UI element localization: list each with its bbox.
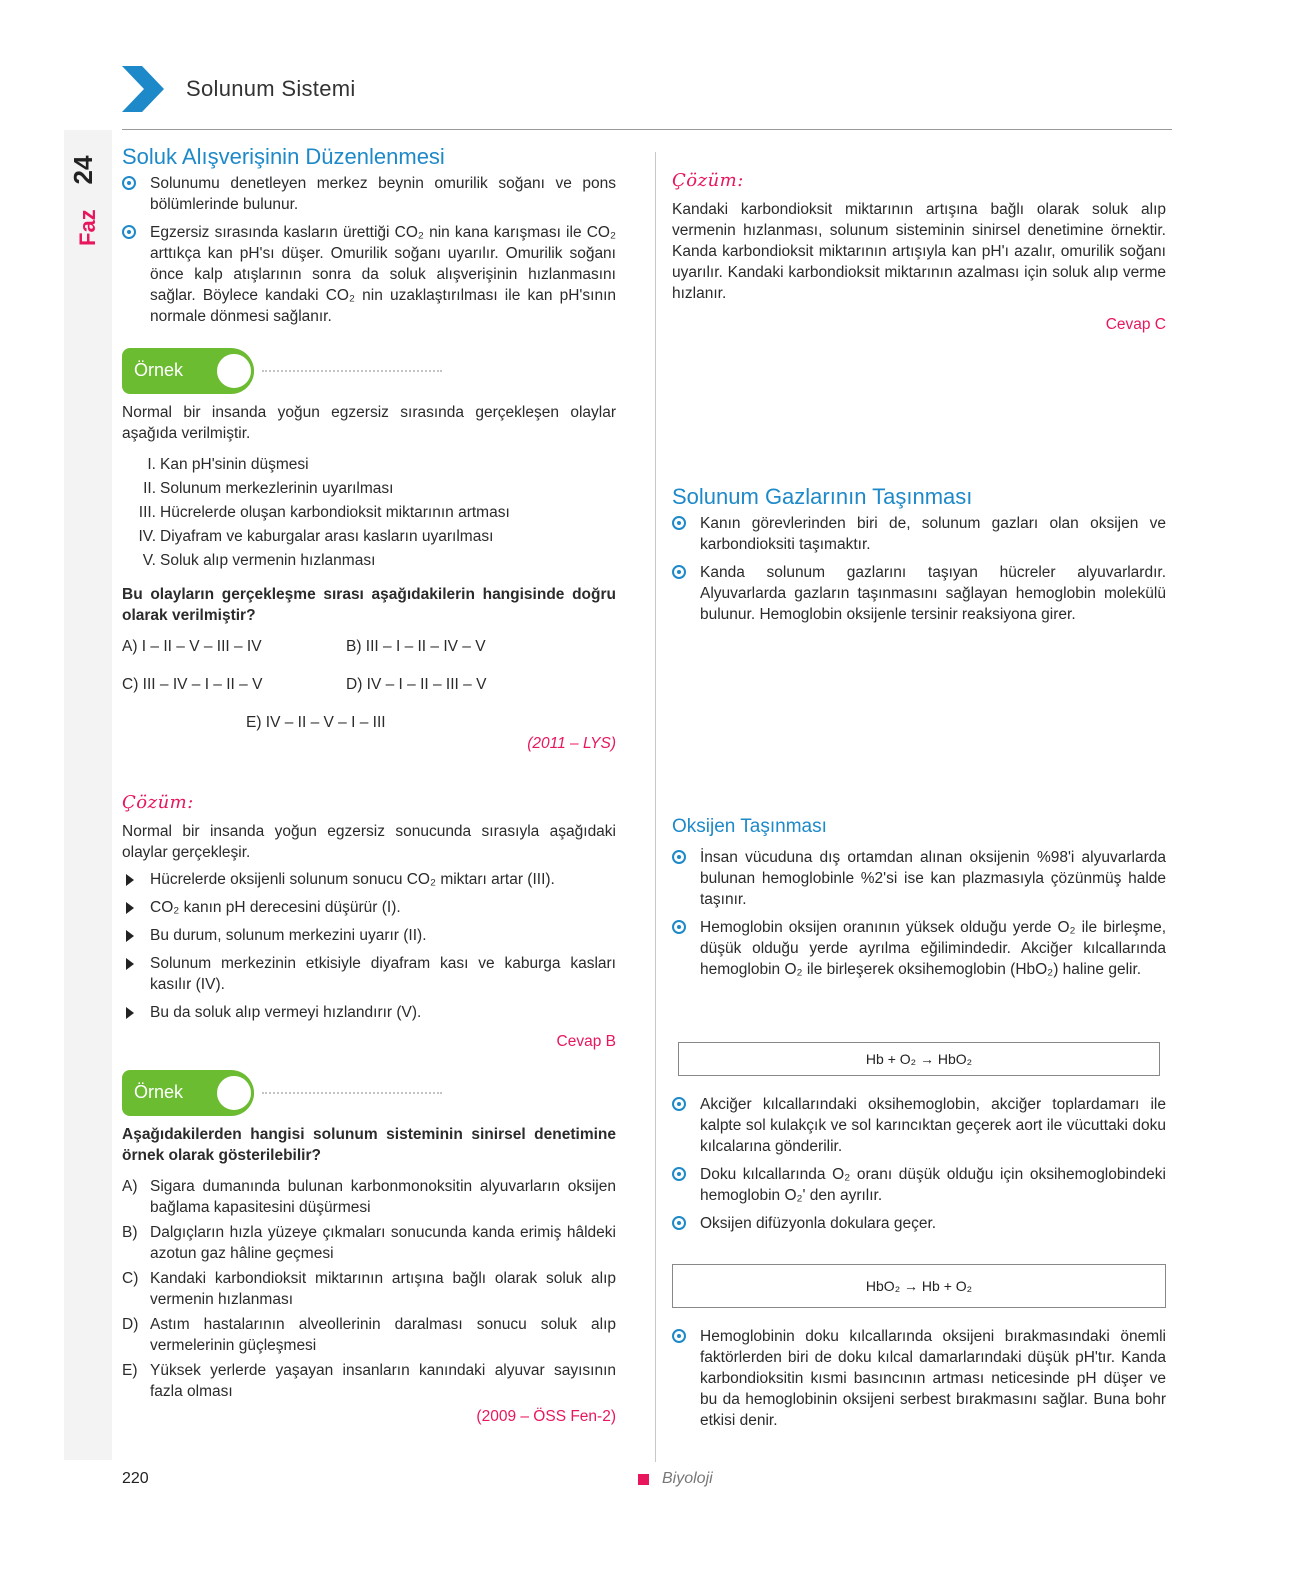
side-band [64, 130, 112, 1460]
solution-text: Kandaki karbondioksit miktarının artışına bağlı olarak soluk alıp vermenin hızlanması, solunum sisteminin sinirsel denetimine örnektir. Kanda karbondioksit miktarının artışıyla kan pH'ı azalır, omurilik soğanı uyarılır. Kandaki karbondioksit miktarının azalması için soluk alıp verme hızlanır. [672, 201, 1166, 302]
page-tag [70, 150, 106, 260]
list-item: II. Solunum merkezlerinin uyarılması [143, 480, 394, 497]
bullet-icon [122, 225, 136, 239]
question-source: (2009 – ÖSS Fen-2) [476, 1408, 616, 1425]
triangle-bullet-icon [126, 902, 134, 914]
bullet-item: Akciğer kılcallarındaki oksihemoglobin, akciğer toplardamarı ile kalpte sol kulakçık ve sol karıncıktan geçerek aort ile vücuttaki doku kılcalarına gönderilir. [672, 1094, 1166, 1157]
answer-label: Cevap B [556, 1033, 616, 1050]
bullet-item: Egzersiz sırasında kasların ürettiği CO₂ nin kana karışması ile CO₂ arttıkça kan pH'sı düşer. Omurilik soğanı uyarılır. Omurilik soğanı önce kalp atışlarının sonra da soluk alışverişinin hızlanmasını sağlar. Böylece kandaki CO₂ nin uzaklaştırılması ile kan pH'sının normale dönmesi sağlanır. [122, 222, 616, 327]
list-item: V. Soluk alıp vermenin hızlanması [142, 552, 376, 569]
solution-label: Çözüm: [122, 792, 194, 813]
list-item: III. Hücrelerde oluşan karbondioksit miktarının artması [138, 504, 510, 521]
triangle-bullet-icon [126, 1007, 134, 1019]
solution-step: Hücrelerde oksijenli solunum sonucu CO₂ miktarı artar (III). [122, 869, 616, 890]
oxygen-release-section [672, 1094, 1166, 1241]
question-text: Aşağıdakilerden hangisi solunum sisteminin sinirsel denetimine örnek olarak gösterilebilir? [122, 1126, 616, 1164]
triangle-bullet-icon [126, 874, 134, 886]
chevron-right-icon [122, 66, 164, 112]
solution-step: Bu durum, solunum merkezini uyarır (II). [122, 925, 616, 946]
example-badge [122, 348, 442, 394]
column-divider [655, 152, 656, 1462]
gas-transport-section [672, 486, 1166, 632]
chat-bubble-icon [214, 1073, 254, 1113]
subject-label: Biyoloji [662, 1470, 713, 1487]
right-column [672, 170, 1166, 335]
bullet-item: Hemoglobinin doku kılcallarında oksijeni bırakmasındaki önemli faktörlerden biri de doku kılcal damarlarındaki düşük pH'tır. Kanda karbondioksitin kısmi basıncının artması neticesinde pH düşer ve bu da hemoglobinin oksijeni serbest bırakmasını sağlar. Buna bohr etkisi denir. [672, 1326, 1166, 1431]
question-source: (2011 – LYS) [527, 735, 616, 752]
bullet-item: Solunumu denetleyen merkez beynin omurilik soğanı ve pons bölümlerinde bulunur. [122, 173, 616, 215]
bullet-icon [672, 1097, 686, 1111]
page-tag-number: 24 [68, 155, 98, 185]
option-d: D) Astım hastalarının alveollerinin daralması sonucu soluk alıp vermelerinin güçleşmesi [122, 1316, 616, 1354]
bullet-icon [672, 516, 686, 530]
example-badge [122, 1070, 442, 1116]
answer-label: Cevap C [1105, 316, 1166, 333]
solution-step: Bu da soluk alıp vermeyi hızlandırır (V). [122, 1002, 616, 1023]
subject-square-icon [638, 1474, 649, 1485]
solution-intro: Normal bir insanda yoğun egzersiz sonucunda sırasıyla aşağıdaki olaylar gerçekleşir. [122, 823, 616, 861]
triangle-bullet-icon [126, 958, 134, 970]
bullet-icon [672, 1167, 686, 1181]
bullet-item: İnsan vücuduna dış ortamdan alınan oksijenin %98'i alyuvarlarda bulunan hemoglobinle %2'si ise kan plazmasıyla çözünmüş halde taşınır. [672, 847, 1166, 910]
solution-step: CO₂ kanın pH derecesini düşürür (I). [122, 897, 616, 918]
solution-step: Solunum merkezinin etkisiyle diyafram kası ve kaburga kasları kasılır (IV). [122, 953, 616, 995]
bullet-item: Oksijen difüzyonla dokulara geçer. [672, 1213, 1166, 1234]
option-c: C) Kandaki karbondioksit miktarının artışına bağlı olarak soluk alıp vermenin hızlanması [122, 1270, 616, 1308]
chapter-title: Solunum Sistemi [186, 76, 356, 101]
page-tag-word: Faz [75, 209, 100, 246]
left-column [122, 146, 616, 1427]
bullet-icon [672, 920, 686, 934]
example-intro: Normal bir insanda yoğun egzersiz sırasında gerçekleşen olaylar aşağıda verilmiştir. [122, 404, 616, 442]
option-c: C) III – IV – I – II – V [122, 676, 263, 693]
bullet-item: Kanın görevlerinden biri de, solunum gazları olan oksijen ve karbondioksiti taşımaktır. [672, 513, 1166, 555]
bullet-icon [122, 176, 136, 190]
subsection-title: Oksijen Taşınması [672, 816, 827, 837]
oxygen-transport-section [672, 816, 1166, 987]
bullet-item: Hemoglobin oksijen oranının yüksek olduğu yerde O₂ ile birleşme, düşük olduğu yerde ayrılma eğilimindedir. Akciğer kılcallarında hemoglobin O₂ ile birleşerek oksihemoglobin (HbO₂) haline gelir. [672, 917, 1166, 980]
section-title: Soluk Alışverişinin Düzenlenmesi [122, 144, 445, 169]
bullet-icon [672, 1329, 686, 1343]
bullet-icon [672, 1216, 686, 1230]
section-title: Solunum Gazlarının Taşınması [672, 484, 973, 509]
option-e: E) IV – II – V – I – III [246, 714, 386, 731]
list-item: IV. Diyafram ve kaburgalar arası kasların uyarılması [138, 528, 494, 545]
question-text: Bu olayların gerçekleşme sırası aşağıdakilerin hangisinde doğru olarak verilmiştir? [122, 586, 616, 624]
example-label: Örnek [134, 360, 184, 380]
chat-bubble-icon [214, 351, 254, 391]
option-b: B) III – I – II – IV – V [346, 638, 486, 655]
example-label: Örnek [134, 1082, 184, 1102]
bullet-icon [672, 565, 686, 579]
list-item: I. Kan pH'sinin düşmesi [147, 456, 309, 473]
equation-box: Hb + O₂ → HbO₂ [678, 1042, 1160, 1076]
option-a: A) Sigara dumanında bulunan karbonmonoksitin alyuvarların oksijen bağlama kapasitesini düşürmesi [122, 1178, 616, 1216]
option-e: E) Yüksek yerlerde yaşayan insanların kanındaki alyuvar sayısının fazla olması [122, 1362, 616, 1400]
bohr-effect-section [672, 1326, 1166, 1438]
bullet-item: Kanda solunum gazlarını taşıyan hücreler alyuvarlardır. Alyuvarlarda gazların taşınmasını sağlayan hemoglobin molekülü bulunur. Hemoglobin oksijenle tersinir reaksiyona girer. [672, 562, 1166, 625]
header-divider [122, 129, 1172, 130]
option-d: D) IV – I – II – III – V [346, 676, 487, 693]
option-a: A) I – II – V – III – IV [122, 638, 262, 655]
option-b: B) Dalgıçların hızla yüzeye çıkmaları sonucunda kanda erimiş hâldeki azotun gaz hâline geçmesi [122, 1224, 616, 1262]
triangle-bullet-icon [126, 930, 134, 942]
bullet-icon [672, 850, 686, 864]
page-number: 220 [122, 1470, 149, 1487]
bullet-item: Doku kılcallarında O₂ oranı düşük olduğu için oksihemoglobindeki hemoglobin O₂' den ayrılır. [672, 1164, 1166, 1206]
solution-label: Çözüm: [672, 170, 744, 191]
equation-box: HbO₂ → Hb + O₂ [672, 1264, 1166, 1308]
